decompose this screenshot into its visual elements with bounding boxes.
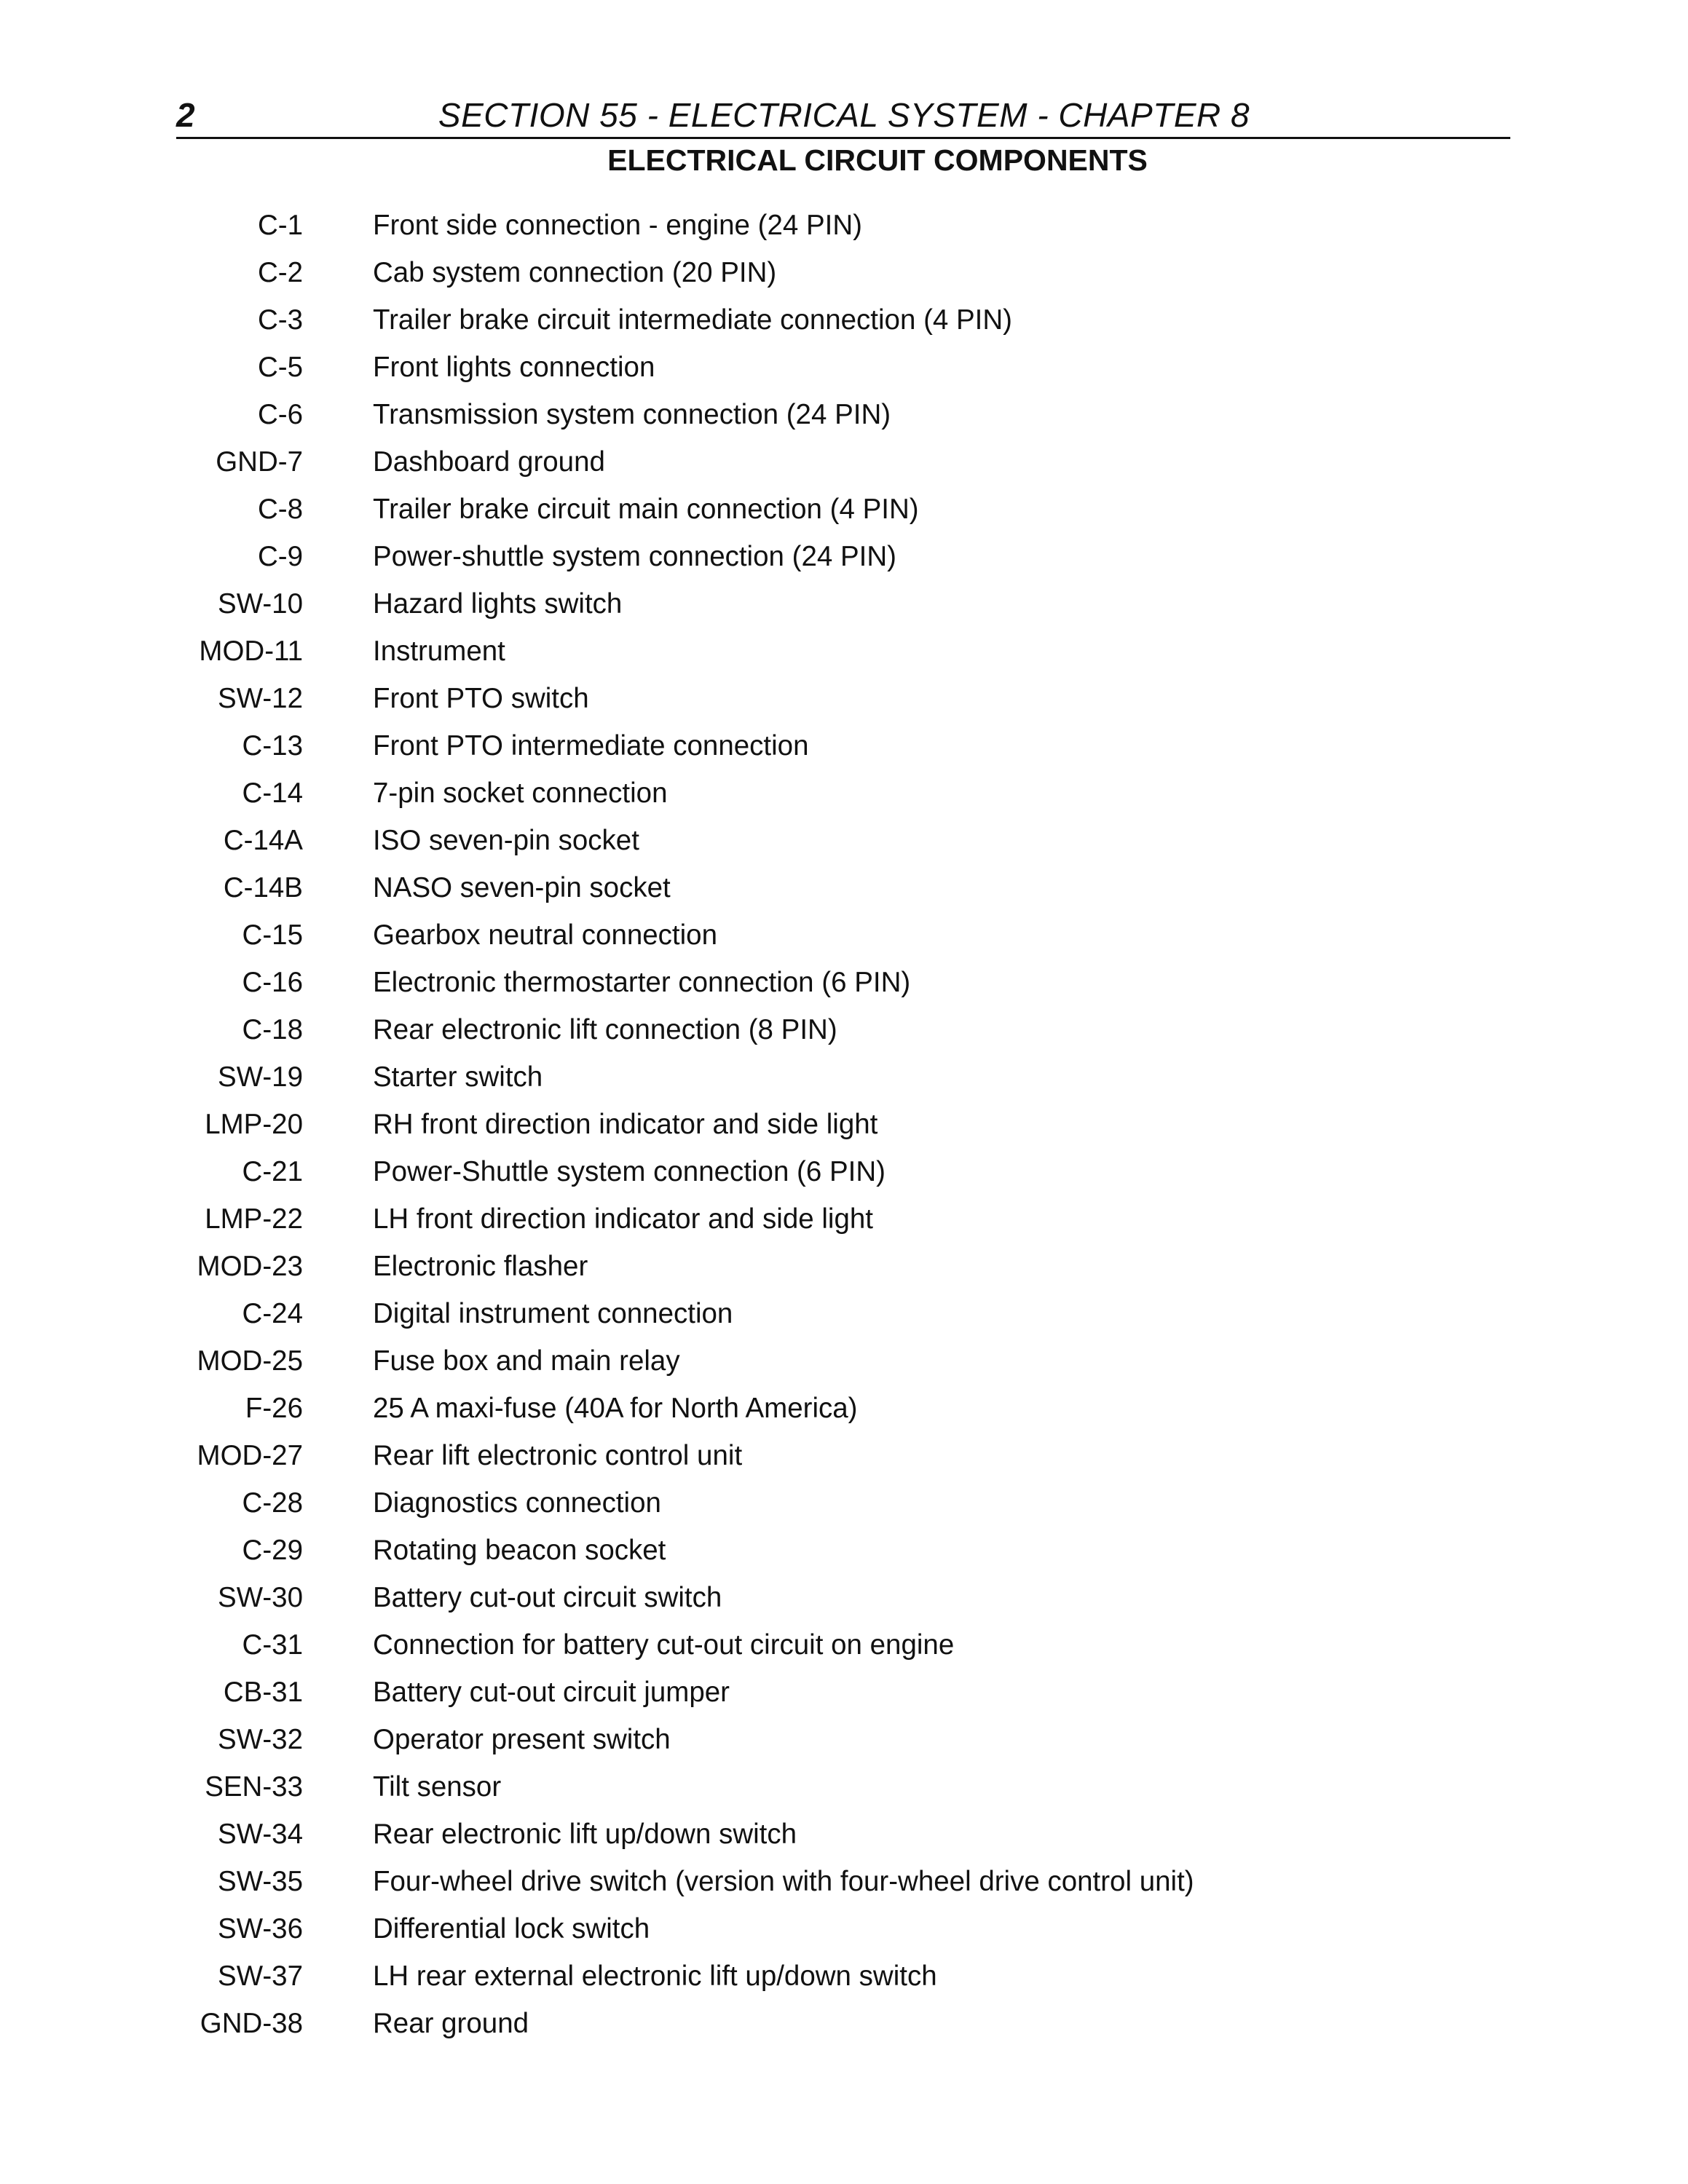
component-code: SW-30 <box>218 1582 303 1613</box>
component-description: Connection for battery cut-out circuit on engine <box>373 1629 955 1661</box>
component-code: C-1 <box>257 210 303 241</box>
component-code: SW-12 <box>218 683 303 714</box>
component-code: C-14 <box>242 778 303 809</box>
component-code: C-13 <box>242 730 303 761</box>
component-description: Diagnostics connection <box>373 1487 661 1519</box>
component-description: Rear lift electronic control unit <box>373 1440 743 1471</box>
component-description: Battery cut-out circuit switch <box>373 1582 722 1613</box>
component-description: Electronic thermostarter connection (6 PIN) <box>373 967 911 998</box>
component-code: C-29 <box>242 1535 303 1566</box>
component-description: Trailer brake circuit main connection (4 PIN) <box>373 494 919 525</box>
component-code: C-6 <box>257 399 303 430</box>
component-code: LMP-20 <box>205 1109 303 1140</box>
component-row <box>0 1199 1688 1246</box>
component-row <box>0 537 1688 584</box>
component-code: C-28 <box>242 1487 303 1519</box>
component-row <box>0 1294 1688 1341</box>
component-description: Gearbox neutral connection <box>373 919 717 951</box>
component-row <box>0 1483 1688 1530</box>
component-code: SW-19 <box>218 1061 303 1093</box>
component-code: MOD-23 <box>197 1251 303 1282</box>
running-header: SECTION 55 - ELECTRICAL SYSTEM - CHAPTER 8 <box>438 96 1250 134</box>
component-row <box>0 1388 1688 1436</box>
component-code: GND-38 <box>200 2008 303 2039</box>
component-code: SW-32 <box>218 1724 303 1755</box>
component-description: Differential lock switch <box>373 1913 650 1944</box>
component-row <box>0 1861 1688 1909</box>
component-row <box>0 1341 1688 1388</box>
component-row <box>0 1530 1688 1578</box>
component-description: Instrument <box>373 636 505 667</box>
component-code: MOD-11 <box>199 636 303 667</box>
component-description: Starter switch <box>373 1061 543 1093</box>
component-row <box>0 1767 1688 1814</box>
component-row <box>0 868 1688 915</box>
component-code: SW-10 <box>218 588 303 620</box>
component-row <box>0 1010 1688 1057</box>
component-row <box>0 1909 1688 1956</box>
component-description: Battery cut-out circuit jumper <box>373 1677 730 1708</box>
component-row <box>0 1436 1688 1483</box>
component-description: Operator present switch <box>373 1724 671 1755</box>
component-code: MOD-27 <box>197 1440 303 1471</box>
component-row <box>0 1956 1688 2003</box>
component-row <box>0 1625 1688 1672</box>
component-description: Front PTO intermediate connection <box>373 730 809 761</box>
component-row <box>0 253 1688 300</box>
component-row <box>0 347 1688 395</box>
component-row <box>0 1720 1688 1767</box>
component-description: Rear ground <box>373 2008 529 2039</box>
component-description: Rotating beacon socket <box>373 1535 666 1566</box>
component-row <box>0 1057 1688 1104</box>
component-row <box>0 915 1688 962</box>
component-description: Fuse box and main relay <box>373 1345 680 1377</box>
component-row <box>0 1152 1688 1199</box>
component-code: SW-34 <box>218 1819 303 1850</box>
component-code: C-15 <box>242 919 303 951</box>
component-code: CB-31 <box>223 1677 303 1708</box>
component-code: F-26 <box>245 1393 303 1424</box>
component-row <box>0 678 1688 726</box>
component-code: C-2 <box>257 257 303 288</box>
component-list <box>0 205 1688 2051</box>
component-description: Rear electronic lift connection (8 PIN) <box>373 1014 837 1045</box>
component-code: C-18 <box>242 1014 303 1045</box>
component-description: Dashboard ground <box>373 446 605 478</box>
component-description: Power-shuttle system connection (24 PIN) <box>373 541 896 572</box>
component-row <box>0 395 1688 442</box>
component-code: C-16 <box>242 967 303 998</box>
component-row <box>0 631 1688 678</box>
component-description: Rear electronic lift up/down switch <box>373 1819 797 1850</box>
component-code: C-9 <box>257 541 303 572</box>
component-description: Front lights connection <box>373 352 655 383</box>
component-code: C-31 <box>242 1629 303 1661</box>
component-row <box>0 489 1688 537</box>
component-row <box>0 300 1688 347</box>
component-row <box>0 1814 1688 1861</box>
component-code: SW-35 <box>218 1866 303 1897</box>
section-title: ELECTRICAL CIRCUIT COMPONENTS <box>607 143 1148 177</box>
component-description: Power-Shuttle system connection (6 PIN) <box>373 1156 886 1187</box>
component-row <box>0 962 1688 1010</box>
component-code: SW-36 <box>218 1913 303 1944</box>
component-code: C-24 <box>242 1298 303 1329</box>
component-code: MOD-25 <box>197 1345 303 1377</box>
component-description: LH front direction indicator and side light <box>373 1203 873 1235</box>
component-code: SW-37 <box>218 1961 303 1992</box>
component-code: C-8 <box>257 494 303 525</box>
component-row <box>0 773 1688 820</box>
component-row <box>0 820 1688 868</box>
component-description: Transmission system connection (24 PIN) <box>373 399 891 430</box>
component-code: C-3 <box>257 304 303 336</box>
component-code: C-21 <box>242 1156 303 1187</box>
component-description: Front side connection - engine (24 PIN) <box>373 210 862 241</box>
component-row <box>0 1246 1688 1294</box>
component-code: GND-7 <box>216 446 303 478</box>
component-description: 7-pin socket connection <box>373 778 668 809</box>
component-description: Electronic flasher <box>373 1251 588 1282</box>
component-row <box>0 1672 1688 1720</box>
component-row <box>0 205 1688 253</box>
component-code: SEN-33 <box>205 1771 303 1803</box>
component-code: LMP-22 <box>205 1203 303 1235</box>
component-description: Tilt sensor <box>373 1771 502 1803</box>
component-code: C-5 <box>257 352 303 383</box>
component-row <box>0 442 1688 489</box>
component-description: ISO seven-pin socket <box>373 825 639 856</box>
component-row <box>0 1578 1688 1625</box>
header-divider <box>176 137 1510 139</box>
component-description: Four-wheel drive switch (version with four-wheel drive control unit) <box>373 1866 1194 1897</box>
page-number: 2 <box>176 96 195 134</box>
component-row <box>0 726 1688 773</box>
component-description: RH front direction indicator and side light <box>373 1109 878 1140</box>
component-description: 25 A maxi-fuse (40A for North America) <box>373 1393 858 1424</box>
component-description: Trailer brake circuit intermediate connection (4 PIN) <box>373 304 1012 336</box>
component-code: C-14A <box>223 825 303 856</box>
component-description: Front PTO switch <box>373 683 589 714</box>
component-description: Digital instrument connection <box>373 1298 733 1329</box>
component-row <box>0 1104 1688 1152</box>
component-code: C-14B <box>223 872 303 903</box>
component-description: NASO seven-pin socket <box>373 872 671 903</box>
component-description: Hazard lights switch <box>373 588 623 620</box>
component-row <box>0 584 1688 631</box>
component-row <box>0 2003 1688 2051</box>
component-description: Cab system connection (20 PIN) <box>373 257 777 288</box>
component-description: LH rear external electronic lift up/down switch <box>373 1961 937 1992</box>
